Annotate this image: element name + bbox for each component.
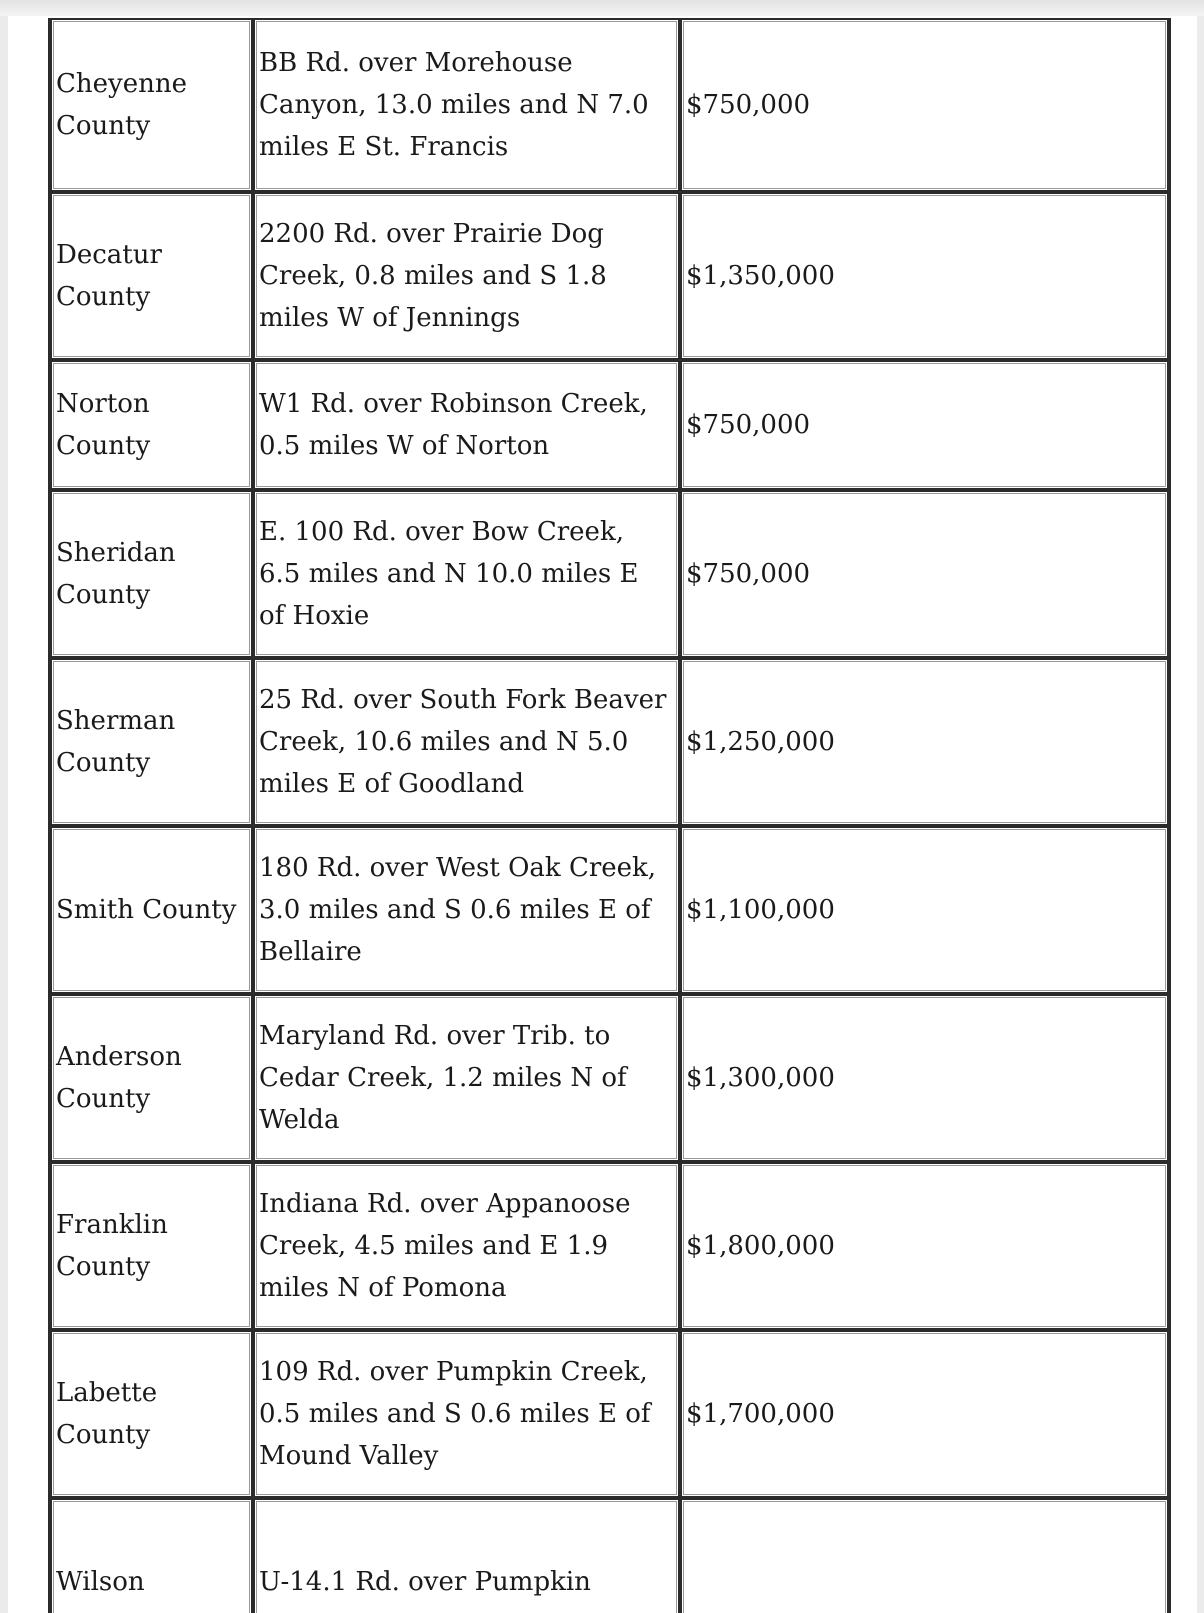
county-cell bbox=[50, 192, 253, 360]
bridge-location: Maryland Rd. over Trib. to Cedar Creek, 1.2 miles N of Welda bbox=[259, 1021, 627, 1135]
location-cell bbox=[253, 994, 680, 1162]
table-row bbox=[50, 1330, 1169, 1498]
county-name: Cheyenne County bbox=[56, 69, 187, 141]
grant-amount: $1,250,000 bbox=[686, 727, 835, 757]
bridge-location: 180 Rd. over West Oak Creek, 3.0 miles and S 0.6 miles E of Bellaire bbox=[259, 853, 657, 967]
amount-cell bbox=[680, 826, 1169, 994]
county-name: Smith County bbox=[56, 895, 237, 925]
bridge-location: E. 100 Rd. over Bow Creek, 6.5 miles and N 10.0 miles E of Hoxie bbox=[259, 517, 639, 631]
county-cell bbox=[50, 1330, 253, 1498]
county-cell bbox=[50, 1162, 253, 1330]
bridge-location: W1 Rd. over Robinson Creek, 0.5 miles W of Norton bbox=[259, 389, 648, 461]
county-cell bbox=[50, 994, 253, 1162]
grant-amount: $1,100,000 bbox=[686, 895, 835, 925]
county-cell bbox=[50, 1498, 253, 1613]
bridge-location: 109 Rd. over Pumpkin Creek, 0.5 miles and S 0.6 miles E of Mound Valley bbox=[259, 1357, 651, 1471]
page-top-edge bbox=[0, 0, 1204, 16]
bridge-location: Indiana Rd. over Appanoose Creek, 4.5 miles and E 1.9 miles N of Pomona bbox=[259, 1189, 631, 1303]
location-cell bbox=[253, 826, 680, 994]
county-name: Franklin County bbox=[56, 1210, 168, 1282]
table-row bbox=[50, 994, 1169, 1162]
grant-amount: $1,700,000 bbox=[686, 1399, 835, 1429]
bridge-location: 25 Rd. over South Fork Beaver Creek, 10.6 miles and N 5.0 miles E of Goodland bbox=[259, 685, 667, 799]
amount-cell bbox=[680, 360, 1169, 490]
amount-cell bbox=[680, 1330, 1169, 1498]
county-name: Labette County bbox=[56, 1378, 158, 1450]
county-name: Wilson bbox=[56, 1567, 145, 1597]
county-cell bbox=[50, 18, 253, 192]
grant-amount: $750,000 bbox=[686, 410, 811, 440]
amount-cell bbox=[680, 490, 1169, 658]
table-row bbox=[50, 1162, 1169, 1330]
grant-amount: $1,300,000 bbox=[686, 1063, 835, 1093]
county-cell bbox=[50, 658, 253, 826]
location-cell bbox=[253, 192, 680, 360]
table-row bbox=[50, 18, 1169, 192]
county-name: Decatur County bbox=[56, 240, 162, 312]
location-cell bbox=[253, 658, 680, 826]
location-cell bbox=[253, 1162, 680, 1330]
grant-amount: $750,000 bbox=[686, 90, 811, 120]
county-name: Sherman County bbox=[56, 706, 176, 778]
table-row bbox=[50, 658, 1169, 826]
grant-amount: $1,800,000 bbox=[686, 1231, 835, 1261]
table-row bbox=[50, 192, 1169, 360]
document-page bbox=[8, 0, 1197, 1613]
amount-cell bbox=[680, 658, 1169, 826]
county-name: Norton County bbox=[56, 389, 151, 461]
location-cell bbox=[253, 490, 680, 658]
location-cell bbox=[253, 1330, 680, 1498]
table-row bbox=[50, 490, 1169, 658]
county-name: Anderson County bbox=[56, 1042, 182, 1114]
grant-amount: $750,000 bbox=[686, 559, 811, 589]
amount-cell bbox=[680, 1498, 1169, 1613]
location-cell bbox=[253, 18, 680, 192]
table-row bbox=[50, 826, 1169, 994]
table-row bbox=[50, 360, 1169, 490]
location-cell bbox=[253, 360, 680, 490]
amount-cell bbox=[680, 192, 1169, 360]
amount-cell bbox=[680, 18, 1169, 192]
amount-cell bbox=[680, 1162, 1169, 1330]
amount-cell bbox=[680, 994, 1169, 1162]
bridge-location: BB Rd. over Morehouse Canyon, 13.0 miles and N 7.0 miles E St. Francis bbox=[259, 48, 649, 162]
table-row bbox=[50, 1498, 1169, 1613]
county-cell bbox=[50, 826, 253, 994]
grant-amount: $1,350,000 bbox=[686, 261, 835, 291]
location-cell bbox=[253, 1498, 680, 1613]
bridge-location: U-14.1 Rd. over Pumpkin bbox=[259, 1567, 591, 1597]
county-cell bbox=[50, 490, 253, 658]
county-cell bbox=[50, 360, 253, 490]
county-name: Sheridan County bbox=[56, 538, 176, 610]
bridge-grants-table bbox=[48, 18, 1171, 1613]
bridge-location: 2200 Rd. over Prairie Dog Creek, 0.8 miles and S 1.8 miles W of Jennings bbox=[259, 219, 607, 333]
